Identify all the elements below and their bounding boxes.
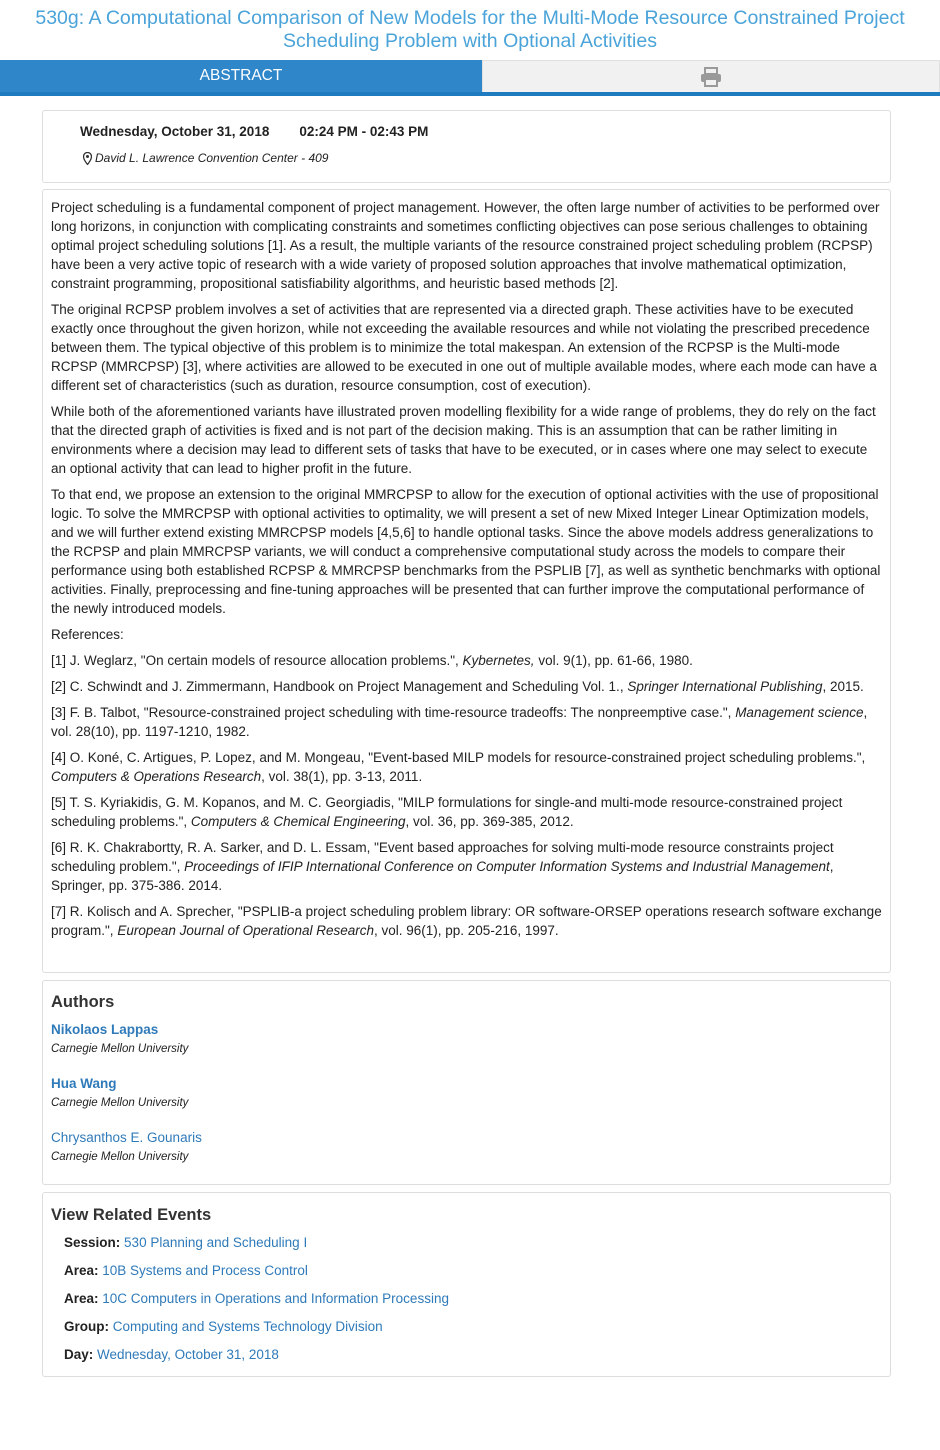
authors-heading: Authors xyxy=(51,993,115,1011)
reference-item: [1] J. Weglarz, "On certain models of resource allocation problems.", Kybernetes, vol. 9(1), pp. 61-66, 1980. xyxy=(51,653,693,668)
reference-item: [7] R. Kolisch and A. Sprecher, "PSPLIB-a project scheduling problem library: OR software-ORSEP operations research software exchange program.", European Journal of Operational Research, vol. 96(1), pp. 205-216, 1997. xyxy=(51,904,882,938)
event-date: Wednesday, October 31, 2018 xyxy=(80,124,270,139)
abstract-box xyxy=(42,189,891,973)
tab-print[interactable] xyxy=(482,60,940,92)
area-link[interactable]: 10C Computers in Operations and Information Processing xyxy=(102,1291,449,1306)
tab-abstract[interactable]: ABSTRACT xyxy=(0,60,482,92)
reference-item: [4] O. Koné, C. Artigues, P. Lopez, and M. Mongeau, "Event-based MILP models for resource-constrained project scheduling problems.", Computers & Operations Research, vol. 38(1), pp. 3-13, 2011. xyxy=(51,750,866,784)
related-events-heading: View Related Events xyxy=(51,1206,212,1224)
page-title: 530g: A Computational Comparison of New Models for the Multi-Mode Resource Constrained Project Scheduling Problem with Optional Activities xyxy=(35,7,905,52)
printer-icon[interactable] xyxy=(700,67,722,87)
author-link[interactable]: Hua Wang xyxy=(51,1076,117,1091)
references-heading: References: xyxy=(51,627,124,642)
reference-item: [2] C. Schwindt and J. Zimmermann, Handbook on Project Management and Scheduling Vol. 1., Springer International Publishing, 2015. xyxy=(51,679,864,694)
area-link[interactable]: 10B Systems and Process Control xyxy=(102,1263,308,1278)
related-events-box xyxy=(42,1192,891,1377)
related-row-day: Day: Wednesday, October 31, 2018 xyxy=(64,1347,279,1362)
group-link[interactable]: Computing and Systems Technology Division xyxy=(112,1319,383,1334)
abstract-paragraph: Project scheduling is a fundamental component of project management. However, the often large number of activities to be performed over long horizons, in conjunction with complicating constraints and sometimes conflicting objectives can pose serious challenges to obtaining optimal project scheduling solutions [1]. As a result, the multiple variants of the resource constrained project scheduling problem (RCPSP) have been a very active topic of research with a wide variety of proposed solution approaches that involve mathematical optimization, constraint programming, propositional satisfiability algorithms, and heuristic based methods [2]. xyxy=(51,200,880,291)
abstract-paragraph: To that end, we propose an extension to the original MMRCPSP to allow for the execution of optional activities with the use of propositional logic. To solve the MMRCPSP with optional activities to optimality, we will present a set of new Mixed Integer Linear Optimization models, and we will further extend existing MMRCPSP models [4,5,6] to handle optional tasks. Since the above models address generalizations to the RCPSP and plain MMRCPSP variants, we will conduct a comprehensive computational study across the models to compare their performance using both established RCPSP & MMRCPSP benchmarks from the PSPLIB [7], as well as synthetic benchmarks with optional activities. Finally, preprocessing and fine-tuning approaches will be presented that can further improve the computational performance of the newly introduced models. xyxy=(51,487,881,616)
session-link[interactable]: 530 Planning and Scheduling I xyxy=(124,1235,308,1250)
abstract-paragraph: While both of the aforementioned variants have illustrated proven modelling flexibility for a wide range of problems, they do rely on the fact that the directed graph of activities is fixed and is not part of the decision making. This is an assumption that can be rather limiting in environments where a decision may lead to different sets of tasks that have to be executed, or in cases where one may select to execute an optional activity that can lead to higher profit in the future. xyxy=(51,404,876,476)
map-marker-icon xyxy=(83,152,92,165)
event-location: David L. Lawrence Convention Center - 409 xyxy=(95,151,329,165)
author-link[interactable]: Nikolaos Lappas xyxy=(51,1022,159,1037)
reference-item: [6] R. K. Chakrabortty, R. A. Sarker, and D. L. Essam, "Event based approaches for solving multi-mode resource constraints project scheduling problem.", Proceedings of IFIP International Conference on Computer Information Systems and Industrial Management, Springer, pp. 375-386. 2014. xyxy=(51,840,834,893)
related-row-group: Group: Computing and Systems Technology Division xyxy=(64,1319,383,1334)
reference-item: [5] T. S. Kyriakidis, G. M. Kopanos, and M. C. Georgiadis, "MILP formulations for single-and multi-mode resource-constrained project scheduling problems.", Computers & Chemical Engineering, vol. 36, pp. 369-385, 2012. xyxy=(51,795,843,829)
author-affiliation: Carnegie Mellon University xyxy=(51,1043,189,1055)
event-time-box xyxy=(42,110,891,183)
authors-box xyxy=(42,980,891,1185)
event-time: 02:24 PM - 02:43 PM xyxy=(299,124,429,139)
related-row-session: Session: 530 Planning and Scheduling I xyxy=(64,1235,308,1250)
abstract-paragraph: The original RCPSP problem involves a set of activities that are represented via a directed graph. These activities have to be executed exactly once throughout the given horizon, while not exceeding the available resources and while not violating the prescribed precedence between them. The typical objective of this problem is to minimize the total makespan. An extension of the RCPSP is the Multi-mode RCPSP (MMRCPSP) [3], where activities are allowed to be executed in one out of multiple available modes, where each mode can have a different set of characteristics (such as duration, resource consumption, cost of execution). xyxy=(51,302,877,393)
related-row-area: Area: 10B Systems and Process Control xyxy=(64,1263,308,1278)
related-row-area: Area: 10C Computers in Operations and Information Processing xyxy=(64,1291,449,1306)
day-link[interactable]: Wednesday, October 31, 2018 xyxy=(97,1347,279,1362)
reference-item: [3] F. B. Talbot, "Resource-constrained project scheduling with time-resource tradeoffs: The nonpreemptive case.", Management science, vol. 28(10), pp. 1197-1210, 1982. xyxy=(51,705,868,739)
author-affiliation: Carnegie Mellon University xyxy=(51,1097,189,1109)
author-affiliation: Carnegie Mellon University xyxy=(51,1151,189,1163)
tab-bar xyxy=(0,60,940,96)
author-link[interactable]: Chrysanthos E. Gounaris xyxy=(51,1130,202,1145)
